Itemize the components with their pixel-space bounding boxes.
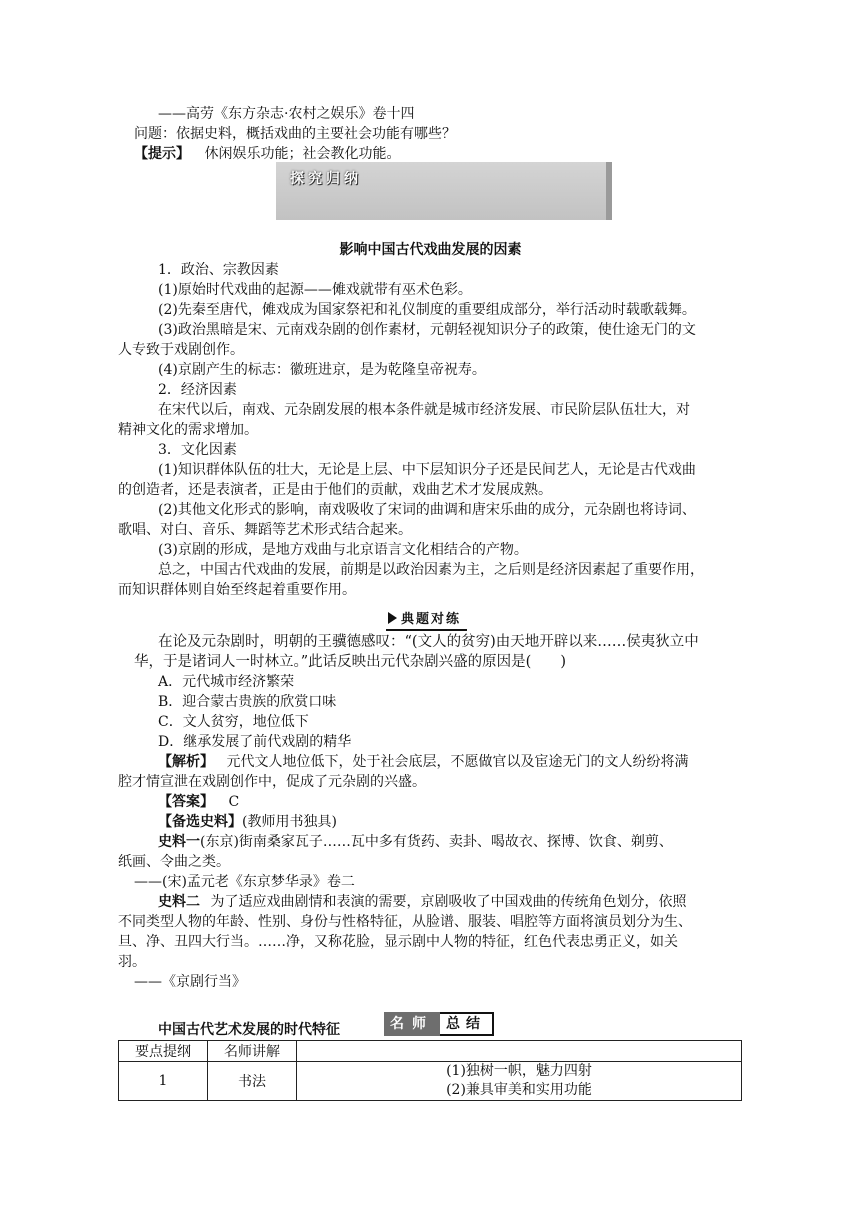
summary-table bbox=[118, 1040, 742, 1101]
source-1-text: (东京)街南桑家瓦子……瓦中多有货药、卖卦、喝故衣、探博、饮食、剃剪、 bbox=[200, 834, 673, 850]
factor-heading-3: 3．文化因素 bbox=[158, 442, 237, 458]
table-point: (2)兼具审美和实用功能 bbox=[446, 1082, 592, 1098]
source-2-text: 羽。 bbox=[118, 954, 146, 970]
table-header-cell: 名师讲解 bbox=[208, 1041, 297, 1062]
factor-heading-2: 2．经济因素 bbox=[158, 382, 237, 398]
summary-tag-light: 总结 bbox=[440, 1012, 494, 1036]
analysis-line bbox=[158, 752, 743, 772]
question-text: 问题：依据史料，概括戏曲的主要社会功能有哪些？ bbox=[134, 126, 456, 142]
table-cell-name: 书法 bbox=[208, 1062, 297, 1101]
source-2-text: 不同类型人物的年龄、性别、身份与性格特征，从脸谱、服装、唱腔等方面将演员划分为生、 bbox=[118, 914, 692, 930]
source-2-text: 为了适应戏曲剧情和表演的需要，京剧吸收了中国戏曲的传统角色划分，依照 bbox=[210, 894, 687, 910]
section-banner bbox=[276, 162, 612, 220]
source-1-line bbox=[158, 832, 743, 852]
paragraph: (3)京剧的形成，是地方戏曲与北京语言文化相结合的产物。 bbox=[158, 542, 528, 558]
option-c: C．文人贫穷，地位低下 bbox=[158, 714, 309, 730]
paragraph: (3)政治黑暗是宋、元南戏杂剧的创作素材，元朝轻视知识分子的政策，使仕途无门的文 bbox=[158, 322, 696, 338]
summary-tag-dark: 名师 bbox=[384, 1012, 440, 1036]
banner-title: 探究归纳 bbox=[290, 171, 362, 187]
paragraph: 人专致于戏剧创作。 bbox=[118, 342, 244, 358]
play-triangle-icon bbox=[388, 612, 397, 624]
paragraph: (2)其他文化形式的影响，南戏吸收了宋词的曲调和唐宋乐曲的成分，元杂剧也将诗词、 bbox=[158, 502, 696, 518]
source-1-text: 纸画、令曲之类。 bbox=[118, 854, 230, 870]
table-header-cell bbox=[297, 1041, 742, 1062]
extra-note: (教师用书独具) bbox=[242, 814, 337, 830]
source-2-label: 史料二 bbox=[158, 894, 200, 910]
paragraph: (2)先秦至唐代，傩戏成为国家祭祀和礼仪制度的重要组成部分，举行活动时载歌载舞。 bbox=[158, 302, 696, 318]
table-row bbox=[119, 1062, 742, 1101]
option-d: D．继承发展了前代戏剧的精华 bbox=[158, 734, 352, 750]
table-point: (1)独树一帜，魅力四射 bbox=[446, 1063, 592, 1079]
practice-tag bbox=[386, 611, 467, 631]
answer-line bbox=[158, 792, 743, 812]
table-cell-points bbox=[297, 1062, 742, 1101]
source-1-citation: ——(宋)孟元老《东京梦华录》卷二 bbox=[134, 874, 355, 890]
source-1-label: 史料一 bbox=[158, 834, 200, 850]
analysis-text: 腔才情宣泄在戏剧创作中，促成了元杂剧的兴盛。 bbox=[118, 774, 426, 790]
summary-title: 中国古代艺术发展的时代特征 bbox=[158, 1022, 340, 1038]
source-2-citation: ——《京剧行当》 bbox=[134, 974, 246, 990]
analysis-text: 元代文人地位低下，处于社会底层，不愿做官以及宦途无门的文人纷纷将满 bbox=[226, 754, 689, 770]
hint-line bbox=[134, 144, 743, 164]
analysis-label: 【解析】 bbox=[158, 754, 214, 770]
source-2-text: 旦、净、丑四大行当。……净，又称花脸，显示剧中人物的特征，红色代表忠勇正义，如关 bbox=[118, 934, 678, 950]
extra-line bbox=[158, 812, 743, 832]
practice-tag-label: 典题对练 bbox=[401, 612, 462, 627]
source-citation: ——高劳《东方杂志·农村之娱乐》卷十四 bbox=[158, 106, 415, 122]
paragraph: (4)京剧产生的标志：徽班进京，是为乾隆皇帝祝寿。 bbox=[158, 362, 486, 378]
hint-label: 【提示】 bbox=[134, 146, 190, 162]
paragraph: 而知识群体则自始至终起着重要作用。 bbox=[118, 582, 356, 598]
paragraph: 精神文化的需求增加。 bbox=[118, 422, 258, 438]
paragraph: (1)原始时代戏曲的起源——傩戏就带有巫术色彩。 bbox=[158, 282, 472, 298]
question-stem: 在论及元杂剧时，明朝的王骥德感叹：“(文人的贫穷)由天地开辟以来……侯夷狄立中 bbox=[158, 634, 699, 650]
answer-value: C bbox=[228, 794, 240, 810]
factor-heading-1: 1．政治、宗教因素 bbox=[158, 262, 279, 278]
paragraph: 在宋代以后，南戏、元杂剧发展的根本条件就是城市经济发展、市民阶层队伍壮大，对 bbox=[158, 402, 690, 418]
option-b: B．迎合蒙古贵族的欣赏口味 bbox=[158, 694, 337, 710]
section-title: 影响中国古代戏曲发展的因素 bbox=[339, 242, 522, 258]
answer-label: 【答案】 bbox=[158, 794, 214, 810]
extra-label: 【备选史料】 bbox=[158, 814, 242, 830]
question-stem: 华，于是诸词人一时林立。”此话反映出元代杂剧兴盛的原因是( ) bbox=[134, 654, 566, 670]
hint-text: 休闲娱乐功能；社会教化功能。 bbox=[204, 146, 401, 162]
table-cell-num: 1 bbox=[119, 1062, 208, 1101]
paragraph: 歌唱、对白、音乐、舞蹈等艺术形式结合起来。 bbox=[118, 522, 412, 538]
option-a: A．元代城市经济繁荣 bbox=[158, 674, 295, 690]
paragraph: (1)知识群体队伍的壮大，无论是上层、中下层知识分子还是民间艺人，无论是古代戏曲 bbox=[158, 462, 696, 478]
table-header-cell: 要点提纲 bbox=[119, 1041, 208, 1062]
paragraph: 总之，中国古代戏曲的发展，前期是以政治因素为主，之后则是经济因素起了重要作用， bbox=[158, 562, 704, 578]
source-2-line bbox=[158, 892, 743, 912]
table-header-row bbox=[119, 1041, 742, 1062]
paragraph: 的创造者，还是表演者，正是由于他们的贡献，戏曲艺术才发展成熟。 bbox=[118, 482, 552, 498]
